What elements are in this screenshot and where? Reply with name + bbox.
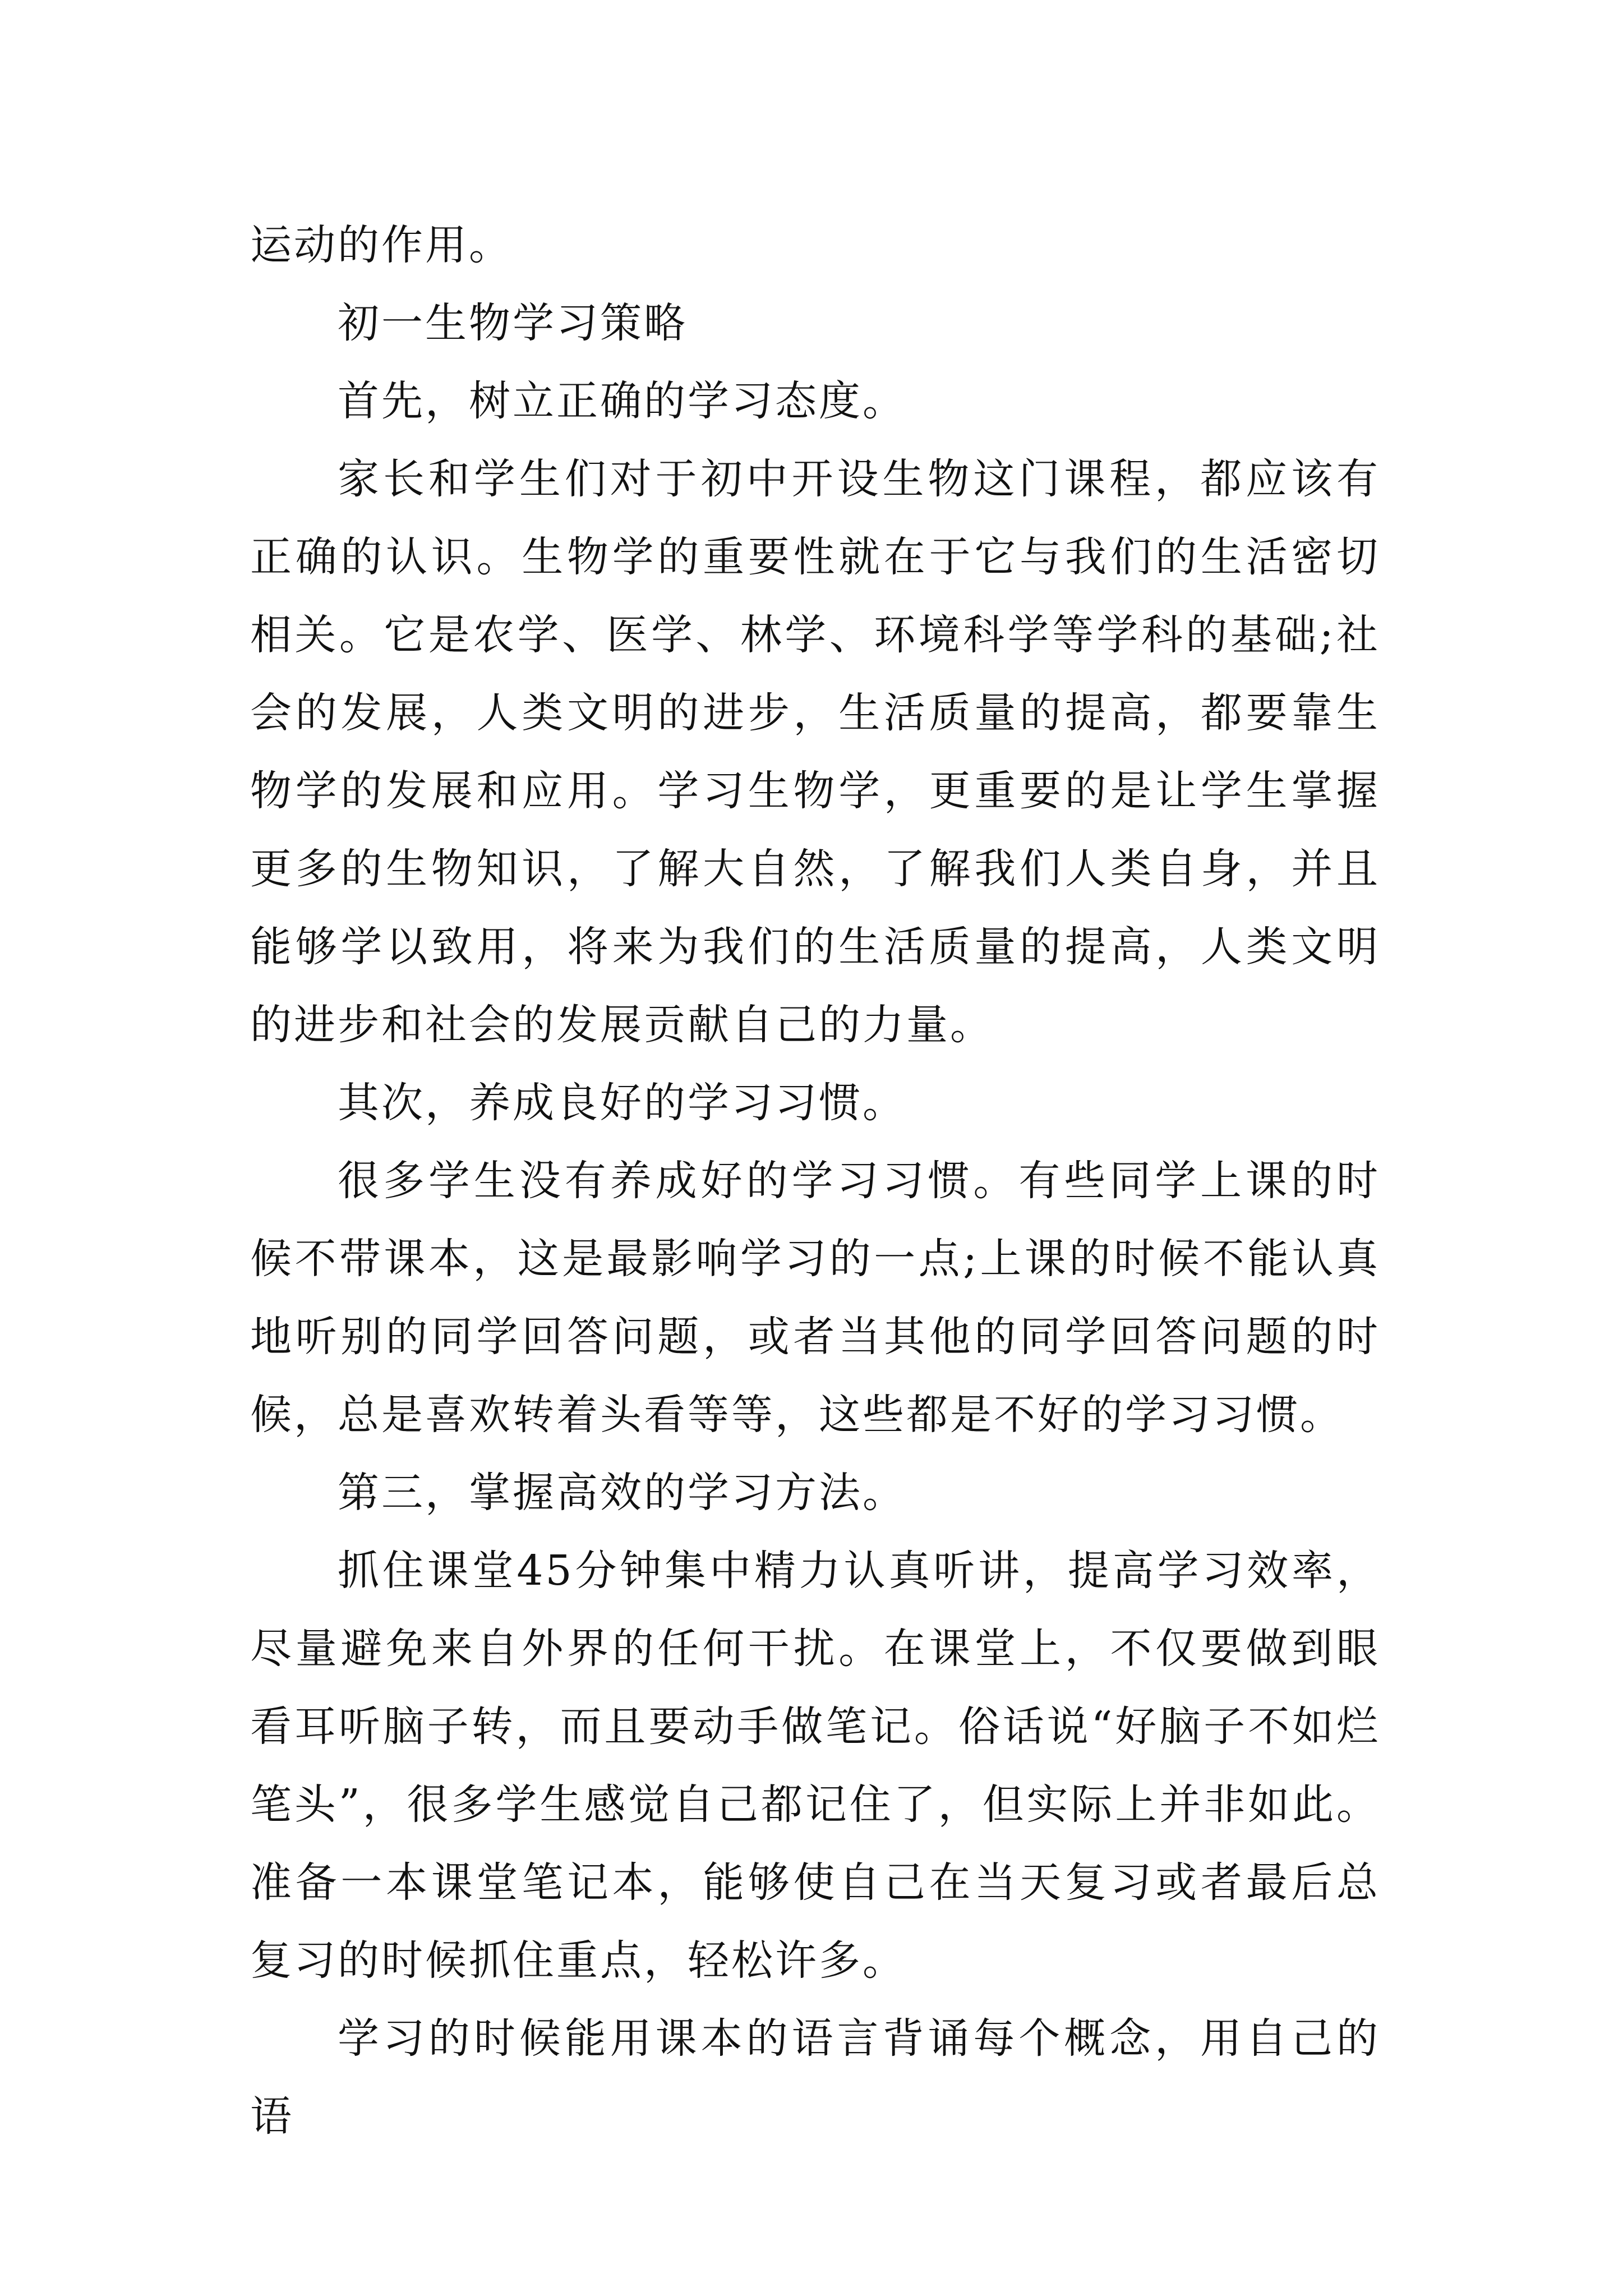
document-body: [250, 206, 1380, 2156]
paragraph-continuation: 运动的作用。: [250, 221, 513, 269]
section-heading-strategy: 初一生物学习策略: [338, 299, 688, 347]
point-heading-methods: 第三，掌握高效的学习方法。: [338, 1469, 906, 1517]
paragraph-methods: 抓住课堂45分钟集中精力认真听讲，提高学习效率，尽量避免来自外界的任何干扰。在课堂上，不仅要做到眼看耳听脑子转，而且要动手做笔记。俗话说“好脑子不如烂笔头”，很多学生感觉自己都记住了，但实际上并非如此。准备一本课堂笔记本，能够使自己在当天复习或者最后总复习的时候抓住重点，轻松许多。: [250, 1547, 1380, 1985]
paragraph-habits: 很多学生没有养成好的学习习惯。有些同学上课的时候不带课本，这是最影响学习的一点;上课的时候不能认真地听别的同学回答问题，或者当其他的同学回答问题的时候，总是喜欢转着头看等等，这些都是不好的学习习惯。: [250, 1157, 1380, 1439]
point-heading-attitude: 首先，树立正确的学习态度。: [338, 377, 906, 425]
paragraph-recitation: 学习的时候能用课本的语言背诵每个概念，用自己的语: [250, 2014, 1380, 2141]
paragraph-attitude: 家长和学生们对于初中开设生物这门课程，都应该有正确的认识。生物学的重要性就在于它与我们的生活密切相关。它是农学、医学、林学、环境科学等学科的基础;社会的发展，人类文明的进步，生活质量的提高，都要靠生物学的发展和应用。学习生物学，更重要的是让学生掌握更多的生物知识，了解大自然，了解我们人类自身，并且能够学以致用，将来为我们的生活质量的提高，人类文明的进步和社会的发展贡献自己的力量。: [250, 455, 1380, 1049]
point-heading-habits: 其次，养成良好的学习习惯。: [338, 1079, 906, 1127]
